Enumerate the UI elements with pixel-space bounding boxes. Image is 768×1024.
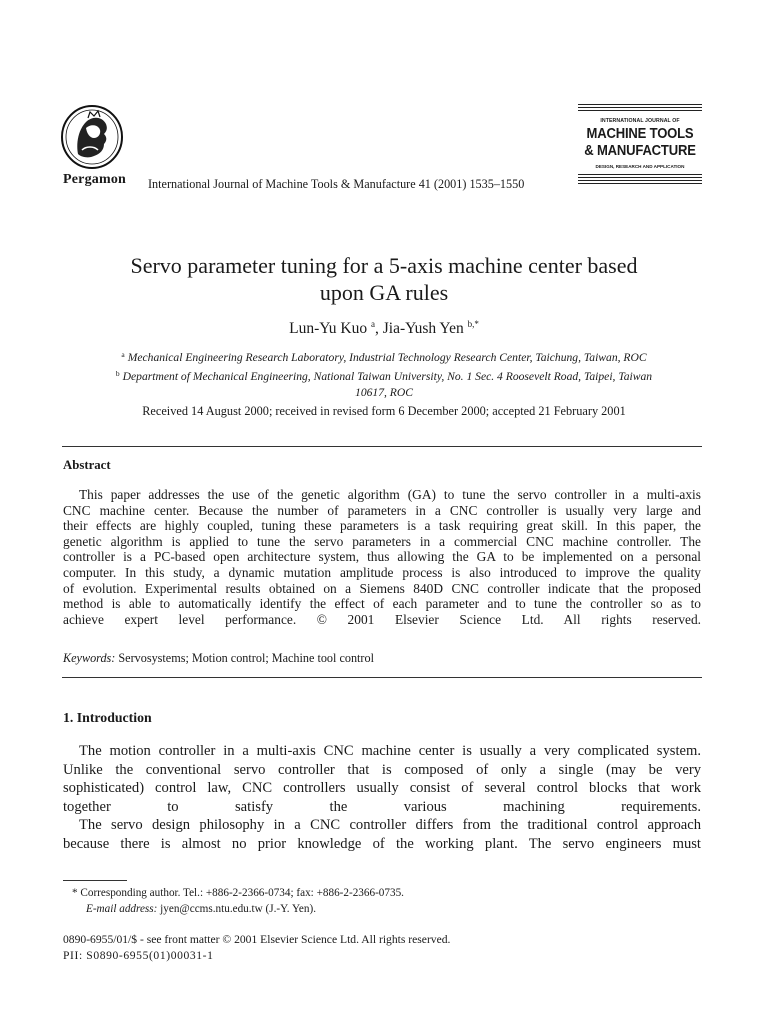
article-title-line: Servo parameter tuning for a 5-axis machine center based	[130, 253, 638, 278]
author-name: Jia-Yush Yen	[382, 320, 464, 337]
journal-block-rule	[578, 180, 702, 181]
journal-citation: International Journal of Machine Tools & Manufacture 41 (2001) 1535–1550	[148, 177, 525, 191]
keywords-list: Servosystems; Motion control; Machine tool control	[115, 651, 374, 665]
footnote-email	[86, 903, 316, 915]
received-dates: Received 14 August 2000; received in revised form 6 December 2000; accepted 21 February 2001	[142, 404, 626, 418]
journal-block-intl: INTERNATIONAL JOURNAL OF	[600, 118, 680, 124]
footnote-corresponding: * Corresponding author. Tel.: +886-2-2366-0734; fax: +886-2-2366-0735.	[72, 887, 404, 899]
journal-title-block	[578, 104, 702, 188]
keywords-label: Keywords:	[63, 651, 116, 665]
affiliation-text: 10617, ROC	[355, 385, 413, 399]
article-title	[62, 252, 706, 306]
pii-line: PII: S0890-6955(01)00031-1	[63, 949, 214, 962]
journal-block-line1: MACHINE TOOLS	[586, 126, 694, 142]
abstract-line: of evolution. Experimental results obtained on a Siemens 840D CNC controller indicate that the proposed	[63, 580, 701, 596]
abstract-line: computer. In this study, a dynamic mutation amplitude process is also introduced to improve the quality	[63, 564, 701, 580]
author-separator: ,	[374, 320, 383, 337]
keywords	[63, 651, 374, 666]
abstract-line: achieve expert level performance. © 2001 Elsevier Science Ltd. All rights reserved.	[63, 611, 701, 627]
body-line: The motion controller in a multi-axis CNC machine center is usually a very complicated system.	[79, 743, 701, 759]
abstract-line: their effects are highly coupled, tuning these parameters is a task requiring great skill. In this paper, the	[63, 518, 701, 534]
journal-block-rule	[578, 110, 702, 111]
affiliation-b	[62, 366, 706, 400]
abstract-line: This paper addresses the use of the genetic algorithm (GA) to tune the servo controller in a multi-axis	[79, 487, 701, 502]
divider	[62, 677, 702, 678]
publisher-name: Pergamon	[63, 172, 127, 187]
body-line: because there is almost no prior knowledge of the working plant. The servo engineers must	[63, 835, 701, 852]
abstract-body	[63, 487, 701, 627]
email-address: jyen@ccms.ntu.edu.tw (J.-Y. Yen).	[157, 903, 317, 915]
journal-block-rule	[578, 177, 702, 178]
abstract-line: method is able to automatically identify the effect of each parameter and to tune the controller so as to	[63, 596, 701, 612]
journal-block-rule	[578, 107, 702, 108]
email-label: E-mail address:	[86, 903, 158, 915]
body-line: Unlike the conventional servo controller that is composed of only a single (may be very	[63, 761, 701, 778]
affiliation-mark: b	[115, 369, 120, 378]
copyright-line: 0890-6955/01/$ - see front matter © 2001 Elsevier Science Ltd. All rights reserved.	[63, 933, 451, 946]
abstract-line: genetic algorithm is applied to tune the servo parameters in a commercial CNC machine controller. The	[63, 533, 701, 549]
author-affiliation-mark: a	[370, 319, 375, 329]
body-line: together to satisfy the various machining requirements.	[63, 798, 701, 815]
journal-block-rule	[578, 104, 702, 105]
affiliation-a	[62, 350, 706, 364]
section-heading: 1. Introduction	[63, 710, 152, 725]
affiliation-text: Department of Mechanical Engineering, National Taiwan University, No. 1 Sec. 4 Roosevelt Road, Taipei, Taiwan	[122, 370, 653, 383]
body-line: sophisticated) control law, CNC controllers usually consist of several control blocks that work	[63, 780, 701, 797]
affiliation-mark: a	[121, 350, 125, 359]
article-title-line: upon GA rules	[319, 280, 449, 305]
author-name: Lun-Yu Kuo	[289, 320, 368, 337]
journal-block-subtitle: DESIGN, RESEARCH AND APPLICATION	[595, 164, 685, 169]
journal-block-line2: & MANUFACTURE	[584, 143, 696, 159]
abstract-line: CNC machine center. Because the number of parameters in a CNC controller is usually very large and	[63, 502, 701, 518]
journal-block-rule	[578, 183, 702, 184]
footnote-rule	[63, 880, 127, 881]
abstract-line: controller is a PC-based open architecture system, thus allowing the GA to be implemented on a personal	[63, 549, 701, 565]
introduction-body	[63, 742, 701, 854]
pergamon-logo	[60, 104, 124, 170]
author-affiliation-mark: b,*	[467, 319, 479, 329]
affiliation-text: Mechanical Engineering Research Laboratory, Industrial Technology Research Center, Taichung, Taiwan, ROC	[127, 351, 647, 364]
journal-block-rule	[578, 174, 702, 175]
body-line: The servo design philosophy in a CNC controller differs from the traditional control approach	[79, 817, 701, 834]
abstract-heading: Abstract	[63, 458, 111, 472]
divider	[62, 446, 702, 447]
author-list	[62, 319, 706, 338]
